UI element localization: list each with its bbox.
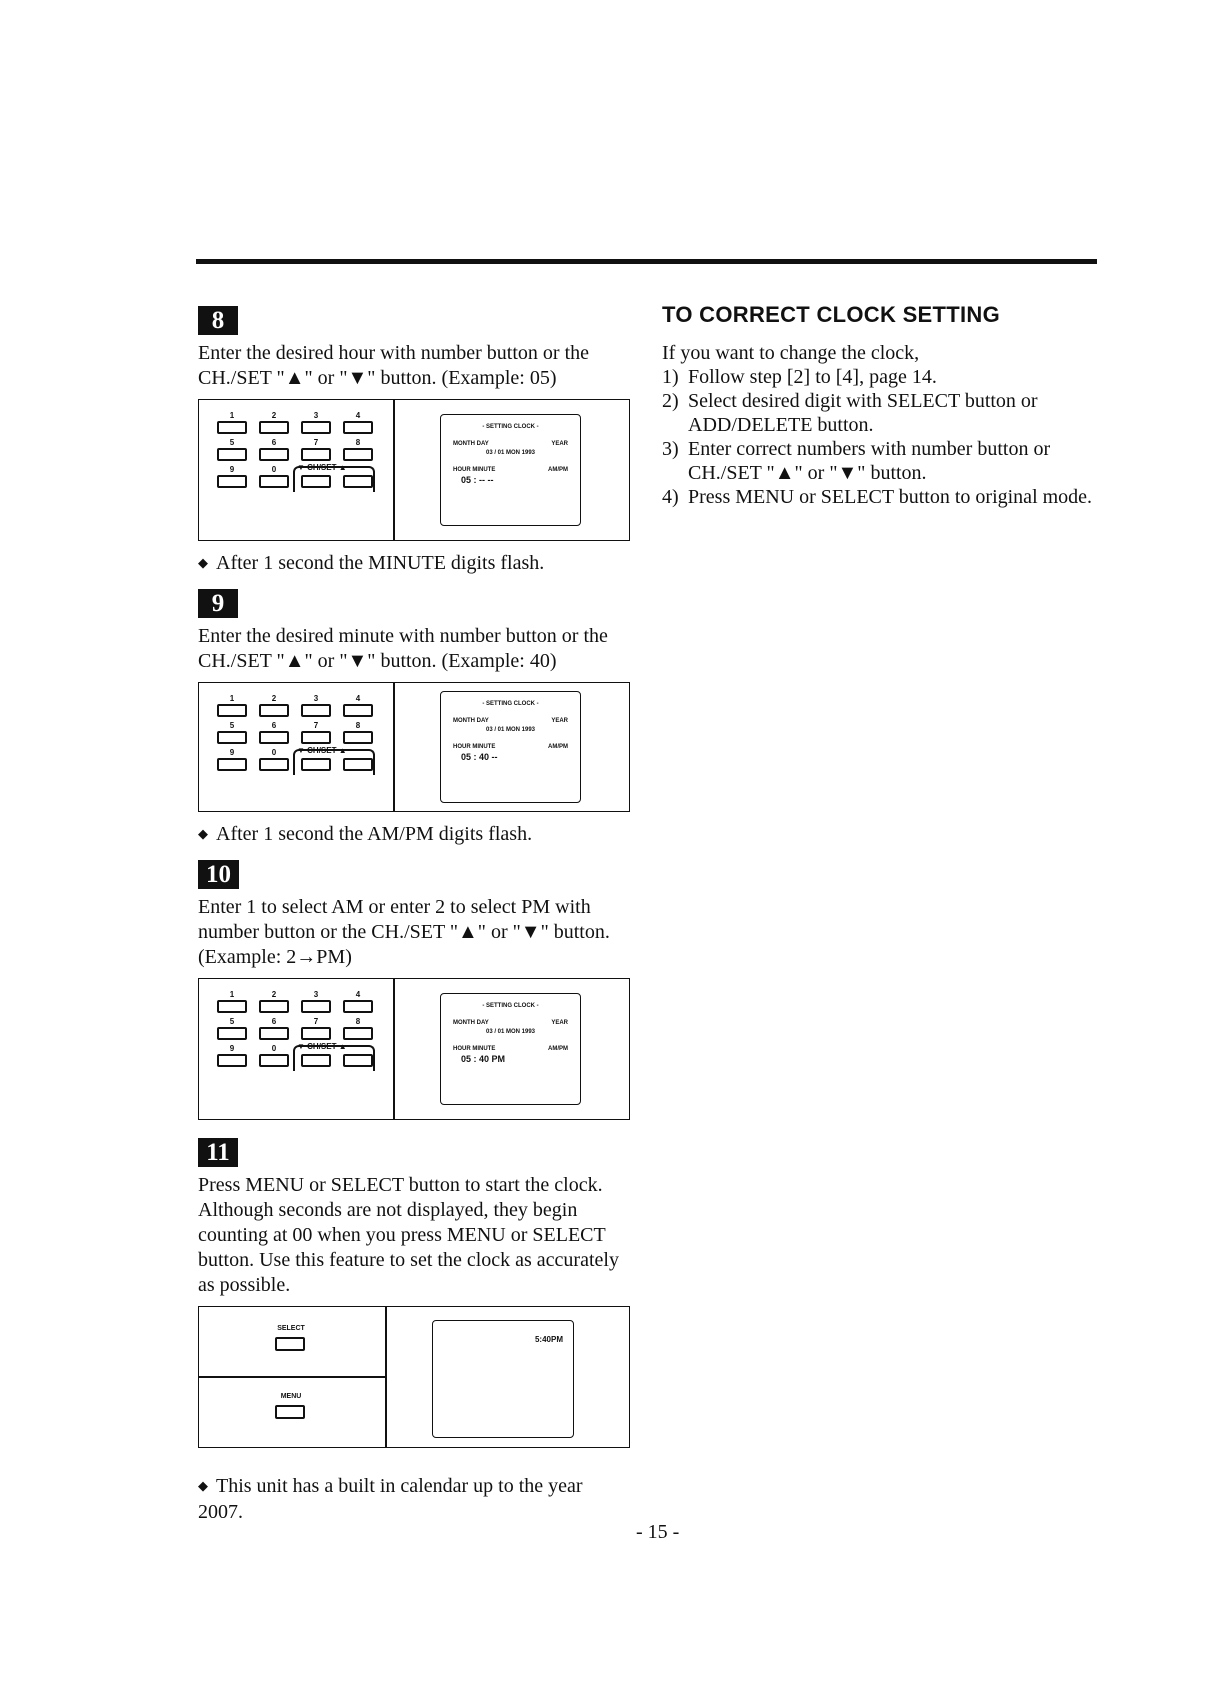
- tv-screen: [440, 691, 581, 803]
- osd-title: - SETTING CLOCK -: [482, 701, 539, 707]
- key-button: [259, 475, 289, 488]
- key-button: [343, 421, 373, 434]
- key-button: [217, 475, 247, 488]
- top-rule: [196, 259, 1097, 264]
- tv-screen: [440, 993, 581, 1105]
- select-button: [275, 1337, 305, 1351]
- diamond-bullet-icon: ◆: [198, 826, 208, 841]
- key-label: 9: [229, 465, 235, 474]
- key-button: [259, 731, 289, 744]
- diagram-divider: [393, 400, 395, 540]
- page-number: - 15 -: [636, 1521, 680, 1543]
- step-badge: 11: [198, 1138, 238, 1167]
- step-number: 4): [662, 486, 679, 508]
- select-label: SELECT: [277, 1325, 305, 1332]
- step-number: 3): [662, 438, 679, 460]
- clock-display: 5:40PM: [534, 1335, 563, 1344]
- key-button: [259, 448, 289, 461]
- key-label: 9: [229, 748, 235, 757]
- key-label: 2: [271, 990, 277, 999]
- key-label: 2: [271, 694, 277, 703]
- menu-button: [275, 1405, 305, 1419]
- diamond-bullet-icon: ◆: [198, 555, 208, 570]
- diamond-bullet-icon: ◆: [198, 1478, 208, 1493]
- key-label: 1: [229, 411, 235, 420]
- number-keypad: [215, 989, 375, 1109]
- diagram-divider: [385, 1307, 387, 1447]
- menu-label: MENU: [280, 1393, 302, 1400]
- diagram-split: [199, 1376, 385, 1378]
- osd-time-value: 05 : 40 --: [461, 752, 498, 762]
- step-10: [198, 860, 630, 1120]
- key-label: 0: [271, 1044, 277, 1053]
- step-8: [198, 306, 630, 577]
- key-label: 0: [271, 748, 277, 757]
- tv-screen: [432, 1320, 574, 1438]
- key-label: 1: [229, 694, 235, 703]
- calendar-note: [198, 1474, 630, 1525]
- key-label: 2: [271, 411, 277, 420]
- key-label: 4: [355, 990, 361, 999]
- step-badge: 10: [198, 860, 239, 889]
- key-button: [343, 704, 373, 717]
- note: [198, 551, 630, 577]
- key-label: 5: [229, 438, 235, 447]
- key-button: [259, 421, 289, 434]
- note-text: After 1 second the MINUTE digits flash.: [216, 552, 545, 574]
- section-lead: If you want to change the clock,: [662, 342, 920, 364]
- osd-hour-minute: HOUR MINUTE: [453, 467, 496, 473]
- key-label: 5: [229, 1017, 235, 1026]
- step-text: Press MENU or SELECT button to original mode.: [688, 486, 1093, 508]
- key-label: 5: [229, 721, 235, 730]
- osd-month-day: MONTH DAY: [453, 1020, 489, 1026]
- key-button: [301, 1000, 331, 1013]
- key-button: [217, 448, 247, 461]
- osd-ampm: AM/PM: [548, 744, 568, 750]
- step-text: Enter correct numbers with number button or CH./SET "▲" or "▼" button.: [688, 438, 1051, 484]
- correction-steps: [662, 365, 1102, 509]
- osd-time-value: 05 : -- --: [461, 475, 494, 485]
- key-label: 6: [271, 1017, 277, 1026]
- key-label: 4: [355, 694, 361, 703]
- step-text: Enter the desired hour with number button or the CH./SET "▲" or "▼" button. (Example: 05): [198, 342, 590, 389]
- key-label: 0: [271, 465, 277, 474]
- osd-year: YEAR: [551, 1020, 568, 1026]
- key-label: 7: [313, 721, 319, 730]
- tv-screen: [440, 414, 581, 526]
- osd-year: YEAR: [551, 718, 568, 724]
- key-button: [217, 1000, 247, 1013]
- key-button: [217, 731, 247, 744]
- number-keypad: [215, 410, 375, 530]
- step-text: Enter 1 to select AM or enter 2 to select PM with number button or the CH./SET "▲" or "▼" button. (Example: 2→PM): [198, 896, 610, 968]
- key-button: [259, 1054, 289, 1067]
- diagram-divider: [393, 979, 395, 1119]
- key-button: [259, 758, 289, 771]
- osd-title: - SETTING CLOCK -: [482, 424, 539, 430]
- keypad-screen-diagram: [198, 978, 630, 1120]
- key-button: [301, 448, 331, 461]
- key-label: 3: [313, 694, 319, 703]
- chset-label: ▼ CH/SET ▲: [297, 746, 347, 755]
- key-label: 7: [313, 438, 319, 447]
- key-button: [217, 1027, 247, 1040]
- key-button: [343, 1000, 373, 1013]
- number-keypad: [215, 693, 375, 813]
- chset-label: ▼ CH/SET ▲: [297, 463, 347, 472]
- step-text: Select desired digit with SELECT button or ADD/DELETE button.: [688, 390, 1038, 436]
- keypad-screen-diagram: [198, 682, 630, 812]
- key-button: [217, 758, 247, 771]
- key-label: 8: [355, 721, 361, 730]
- note-text: This unit has a built in calendar up to the year 2007.: [198, 1475, 583, 1523]
- list-item: [662, 437, 1102, 485]
- note: [198, 822, 630, 848]
- note-text: After 1 second the AM/PM digits flash.: [216, 823, 533, 845]
- key-label: 1: [229, 990, 235, 999]
- key-button: [343, 448, 373, 461]
- step-number: 1): [662, 366, 679, 388]
- list-item: [662, 485, 1102, 509]
- key-label: 9: [229, 1044, 235, 1053]
- osd-ampm: AM/PM: [548, 467, 568, 473]
- right-column: [662, 302, 1102, 509]
- key-label: 7: [313, 1017, 319, 1026]
- step-text: Follow step [2] to [4], page 14.: [688, 366, 937, 388]
- key-label: 8: [355, 1017, 361, 1026]
- key-button: [217, 1054, 247, 1067]
- key-button: [301, 731, 331, 744]
- step-text: Press MENU or SELECT button to start the clock. Although seconds are not displayed, they begin counting at 00 when you press MENU or SELECT button. Use this feature to set the clock as accurately as possible.: [198, 1174, 619, 1296]
- keypad-screen-diagram: [198, 399, 630, 541]
- step-text: Enter the desired minute with number button or the CH./SET "▲" or "▼" button. (Example: 40): [198, 625, 608, 672]
- step-badge: 8: [198, 306, 238, 335]
- osd-hour-minute: HOUR MINUTE: [453, 1046, 496, 1052]
- osd-time-value: 05 : 40 PM: [461, 1054, 506, 1064]
- osd-year: YEAR: [551, 441, 568, 447]
- key-button: [301, 1027, 331, 1040]
- key-label: 3: [313, 990, 319, 999]
- osd-month-day: MONTH DAY: [453, 441, 489, 447]
- key-button: [259, 704, 289, 717]
- chset-label: ▼ CH/SET ▲: [297, 1042, 347, 1051]
- osd-title: - SETTING CLOCK -: [482, 1003, 539, 1009]
- step-9: [198, 589, 630, 848]
- key-button: [217, 704, 247, 717]
- osd-date-value: 03 / 01 MON 1993: [485, 450, 536, 456]
- osd-month-day: MONTH DAY: [453, 718, 489, 724]
- key-button: [259, 1027, 289, 1040]
- section-title: TO CORRECT CLOCK SETTING: [662, 302, 1001, 327]
- key-label: 8: [355, 438, 361, 447]
- osd-ampm: AM/PM: [548, 1046, 568, 1052]
- key-label: 4: [355, 411, 361, 420]
- key-button: [301, 704, 331, 717]
- left-column: [198, 306, 630, 1537]
- key-button: [217, 421, 247, 434]
- osd-date-value: 03 / 01 MON 1993: [485, 727, 536, 733]
- list-item: [662, 389, 1102, 437]
- list-item: [662, 365, 1102, 389]
- key-label: 6: [271, 721, 277, 730]
- select-menu-diagram: [198, 1306, 630, 1448]
- diagram-divider: [393, 683, 395, 811]
- step-11: [198, 1138, 630, 1448]
- osd-hour-minute: HOUR MINUTE: [453, 744, 496, 750]
- key-button: [301, 421, 331, 434]
- key-label: 3: [313, 411, 319, 420]
- step-number: 2): [662, 390, 679, 412]
- key-button: [343, 1027, 373, 1040]
- key-button: [343, 731, 373, 744]
- key-button: [259, 1000, 289, 1013]
- osd-date-value: 03 / 01 MON 1993: [485, 1029, 536, 1035]
- key-label: 6: [271, 438, 277, 447]
- step-badge: 9: [198, 589, 238, 618]
